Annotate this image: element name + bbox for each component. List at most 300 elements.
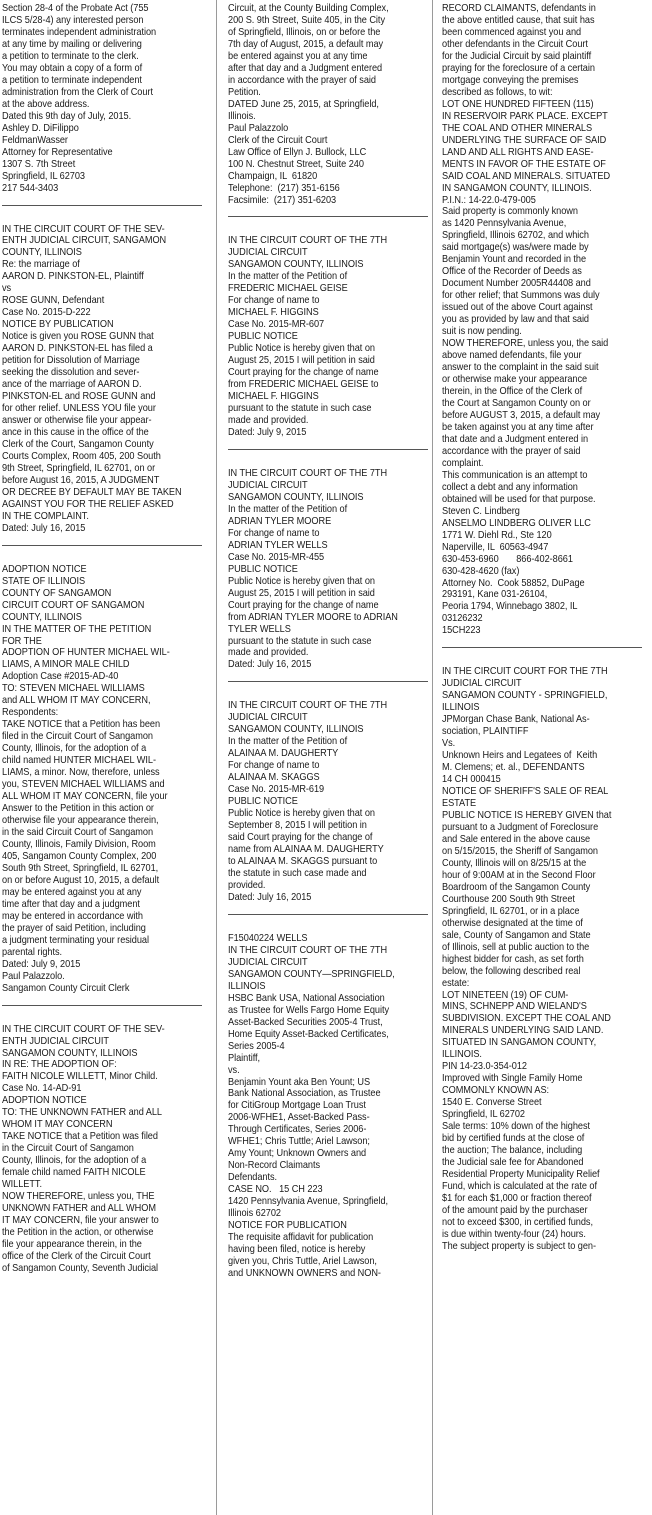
notice-text-line: County, Illinois, Family Division, Room [2,838,156,850]
notice-text-line: STATE OF ILLINOIS [2,575,86,587]
notice-text-line: ENTH JUDICIAL CIRCUIT [2,1035,109,1047]
column-3 [442,3,642,1508]
notice-text-line: RECORD CLAIMANTS, defendants in [442,3,596,14]
notice-text-line: MENTS IN FAVOR OF THE ESTATE OF [442,158,606,170]
notice-text-line: in the said Circuit Court of Sangamon [2,827,154,838]
notice-text-line: on 5/15/2015, the Sheriff of Sangamon [442,845,599,857]
notice-text-line: AARON D. PINKSTON-EL has filed a [2,343,153,355]
notice-text-line: of the amount paid by the purchaser [442,1204,588,1216]
notice-text-line: Court praying for the change of name [228,599,379,611]
legal-notice [2,224,202,535]
notice-text-line: as 1420 Pennsylvania Avenue, [442,218,567,230]
notice-text-line: PUBLIC NOTICE [228,563,298,575]
notice-text-line: AARON D. PINKSTON-EL, Plaintiff [2,271,144,283]
notice-text-line: accordance with the prayer of said [442,445,581,457]
notice-text-line: be entered against you at any time [228,50,368,62]
notice-text-line: given you, Chris Tuttle, Ariel Lawson, [228,1256,377,1268]
notice-text-line: Home Equity Asset-Backed Certificates, [228,1028,389,1040]
notice-text-line: NOTICE BY PUBLICATION [2,319,114,331]
notice-text-line: sale, County of Sangamon and State [442,929,591,941]
notice-text-line: PINKSTON-EL and ROSE GUNN and [2,391,156,403]
notice-text-line: Dated: July 9, 2015 [2,958,81,970]
notice-text-line: obtained will be used for that purpose. [442,493,596,505]
notice-text-line: made and provided. [228,415,309,426]
notice-text-line: petition for Dissolution of Marriage [2,355,140,367]
notice-text-line: The requisite affidavit for publication [228,1232,374,1244]
notice-text-line: Vs. [442,738,456,750]
notice-text-line: Non-Record Claimants [228,1160,321,1172]
notice-text-line: mortgage conveying the premises [442,74,579,86]
notice-text-line: SAID COAL AND MINERALS. SITUATED [442,170,611,182]
notice-text-line: sociation, PLAINTIFF [442,726,529,738]
notice-text-line: may be entered in accordance with [2,910,144,922]
notice-text-line: IN RE: THE ADOPTION OF: [2,1059,117,1071]
notice-text-line: 1540 E. Converse Street [442,1097,542,1109]
notice-text-line: provided. [228,879,266,891]
notice-text-line: 200 S. 9th Street, Suite 405, in the City [228,14,385,26]
notice-text-line: seeking the dissolution and sever- [2,367,140,379]
notice-text-line: JUDICIAL CIRCUIT [442,678,522,690]
notice-text-line: Springfield, IL 62702 [442,1109,525,1121]
notice-text-line: ADRIAN TYLER WELLS [228,539,328,551]
notice-text-line: the statute in such case made and [228,867,367,879]
notice-text-line: August 25, 2015 I will petition in said [228,355,375,367]
notice-text-line: Ashley D. DiFilippo [2,122,79,134]
notice-text-line: answer or otherwise file your appear- [2,415,152,426]
notice-text-line: you, STEVEN MICHAEL WILLIAMS and [2,779,165,791]
notice-text-line: that date and a Judgment entered in [442,433,589,445]
notice-text-line: August 25, 2015 I will petition in said [228,587,375,599]
notice-text-line: LIAMS, a minor. Now, therefore, unless [2,767,160,779]
notice-text-line: praying for the foreclosure of a certain [442,62,595,74]
notice-text-line: IN THE CIRCUIT COURT OF THE 7TH [228,467,388,479]
notice-text-line: For change of name to [228,760,320,772]
notice-text-line: a judgment terminating your residual [2,934,149,946]
notice-text-line: THE COAL AND OTHER MINERALS [442,122,593,134]
notice-separator [228,449,428,450]
notice-text-line: ALL WHOM IT MAY CONCERN, file your [2,791,168,803]
notice-text-line: otherwise designated at the time of [442,917,583,929]
notice-text-line: PUBLIC NOTICE [228,331,298,343]
notice-text-line: ILLINOIS [228,980,266,992]
notice-text-line: and UNKNOWN OWNERS and NON- [228,1268,381,1279]
notice-text-line: 1307 S. 7th Street [2,158,76,170]
legal-notice [2,564,202,995]
notice-text-line: IN THE CIRCUIT COURT OF THE SEV- [2,1023,165,1035]
notice-text-line: administration from the Clerk of Court [2,86,153,98]
notice-text-line: P.I.N.: 14-22.0-479-005 [442,194,536,206]
column-1 [2,3,202,1508]
notice-text-line: Petition. [228,86,261,98]
notice-text-line: SANGAMON COUNTY, ILLINOIS [228,724,364,736]
notice-text-line: at the above address. [2,98,90,110]
notice-text-line: For change of name to [228,295,320,307]
notice-text-line: IN THE COMPLAINT. [2,510,89,522]
notice-text-line: you as provided by law and that said [442,314,590,326]
legal-notice [228,235,428,438]
notice-text-line: COUNTY, ILLINOIS [2,611,82,623]
notice-text-line: Office of the Recorder of Deeds as [442,266,582,278]
notice-text-line: and Sale entered in the above cause [442,833,591,845]
notice-text-line: OR DECREE BY DEFAULT MAY BE TAKEN [2,486,182,498]
notice-text-line: of Sangamon County, Seventh Judicial [2,1262,159,1274]
notice-text-line: PUBLIC NOTICE [228,796,298,808]
notice-text-line: Naperville, IL 60563-4947 [442,541,549,553]
notice-text-line: Public Notice is hereby given that on [228,343,375,355]
notice-text-line: having been filed, notice is hereby [228,1244,366,1256]
notice-text-line: WILLETT. [2,1179,42,1191]
notice-text-line: described as follows, to wit: [442,86,553,98]
notice-separator [2,205,202,206]
notice-text-line: ILCS 5/28-4) any interested person [2,14,144,26]
notice-text-line: Case No. 2015-MR-619 [228,784,325,796]
notice-text-line: Attorney for Representative [2,146,113,158]
notice-text-line: below, the following described real [442,965,581,977]
notice-text-line: TYLER WELLS [228,623,291,635]
legal-notice [228,700,428,903]
notice-text-line: MINERALS UNDERLYING SAID LAND. [442,1025,604,1037]
notice-text-line: HSBC Bank USA, National Association [228,992,385,1004]
notice-text-line: Illinois 62702 [228,1208,282,1220]
notice-text-line: 630-453-6960 866-402-8661 [442,553,573,565]
notice-text-line: Springfield, IL 62701, or in a place [442,905,580,917]
notice-text-line: WHOM IT MAY CONCERN [2,1119,113,1131]
notice-text-line: Section 28-4 of the Probate Act (755 [2,3,149,14]
notice-text-line: Unknown Heirs and Legatees of Keith [442,750,598,762]
notice-text-line: Sangamon County Circuit Clerk [2,982,130,994]
notice-text-line: the Judicial sale fee for Abandoned [442,1157,584,1169]
notice-text-line: ADOPTION NOTICE [2,563,87,575]
notice-separator [442,647,642,648]
notice-text-line: terminates independent administration [2,26,157,38]
notice-text-line: Public Notice is hereby given that on [228,808,375,820]
notice-text-line: NOTICE FOR PUBLICATION [228,1220,347,1232]
column-2 [228,3,428,1508]
notice-text-line: Case No. 2015-D-222 [2,307,91,319]
notice-text-line: said Court praying for the change of [228,832,373,844]
notice-text-line: been commenced against you and [442,26,582,38]
legal-notice [228,468,428,671]
notice-text-line: TO: THE UNKNOWN FATHER and ALL [2,1107,162,1119]
notice-text-line: bid by certified funds at the close of [442,1133,585,1145]
notice-text-line: This communication is an attempt to [442,469,588,481]
notice-text-line: UNDERLYING THE SURFACE OF SAID [442,134,607,146]
notice-text-line: IN THE CIRCUIT COURT OF THE 7TH [228,944,388,956]
notice-text-line: The subject property is subject to gen- [442,1240,596,1252]
notice-text-line: Facsimile: (217) 351-6203 [228,194,337,206]
notice-text-line: before AUGUST 3, 2015, a default may [442,409,601,421]
notice-separator [2,1005,202,1006]
notice-text-line: ALAINAA M. SKAGGS [228,772,320,784]
legal-notice [228,3,428,206]
notice-text-line: of Illinois, sell at public auction to the [442,941,590,953]
notice-text-line: Plaintiff, [228,1052,261,1064]
notice-text-line: WFHE1; Chris Tuttle; Ariel Lawson; [228,1136,370,1148]
notice-text-line: 630-428-4620 (fax) [442,565,520,577]
notice-text-line: For change of name to [228,527,320,539]
notice-text-line: SANGAMON COUNTY—SPRINGFIELD, [228,968,395,980]
notice-text-line: 1771 W. Diehl Rd., Ste 120 [442,529,552,541]
notice-text-line: as Trustee for Wells Fargo Home Equity [228,1004,389,1016]
notice-text-line: FeldmanWasser [2,134,68,146]
notice-text-line: Telephone: (217) 351-6156 [228,182,340,194]
notice-text-line: ILLINOIS. [442,1049,482,1061]
notice-text-line: Dated: July 16, 2015 [2,522,86,534]
notice-text-line: Bank National Association, as Trustee [228,1088,381,1100]
notice-text-line: 03126232 [442,613,483,625]
notice-text-line: the above entitled cause, that suit has [442,14,595,26]
notice-text-line: Said property is commonly known [442,206,578,218]
notice-text-line: LAND AND ALL RIGHTS AND EASE- [442,146,594,158]
notice-text-line: Clerk of the Circuit Court [228,134,328,146]
notice-text-line: $1 for each $1,000 or fraction thereof [442,1192,592,1204]
notice-text-line: female child named FAITH NICOLE [2,1167,146,1179]
notice-text-line: MINS, SCHNEPP AND WIELAND'S [442,1001,587,1013]
notice-text-line: or otherwise make your appearance [442,374,588,386]
notice-text-line: and ALL WHOM IT MAY CONCERN, [2,695,151,707]
notice-text-line: ADOPTION NOTICE [2,1095,87,1107]
notice-text-line: Case No. 2015-MR-455 [228,551,325,563]
notice-text-line: In the matter of the Petition of [228,503,348,515]
notice-text-line: UNKNOWN FATHER and ALL WHOM [2,1203,156,1215]
notice-text-line: COUNTY, ILLINOIS [2,247,82,259]
notice-text-line: filed in the Circuit Court of Sangamon [2,731,153,743]
notice-text-line: highest bidder for cash, as set forth [442,953,584,965]
notice-text-line: complaint. [442,457,484,469]
notice-text-line: Springfield, IL 62703 [2,170,85,182]
notice-text-line: County, Illinois, for the adoption of a [2,743,147,755]
notice-text-line: IN THE CIRCUIT COURT OF THE SEV- [2,223,165,235]
notice-text-line: Re: the marriage of [2,259,80,271]
legal-notice [442,666,642,1252]
notice-text-line: the auction; The balance, including [442,1145,583,1157]
notice-text-line: JUDICIAL CIRCUIT [228,712,308,724]
notice-text-line: child named HUNTER MICHAEL WIL- [2,755,156,767]
notice-text-line: Illinois. [228,110,256,122]
notice-text-line: Courts Complex, Room 405, 200 South [2,450,161,462]
notice-text-line: JUDICIAL CIRCUIT [228,479,308,491]
notice-separator [228,681,428,682]
notice-text-line: Case No. 2015-MR-607 [228,319,325,331]
notice-text-line: PUBLIC NOTICE IS HEREBY GIVEN that [442,809,612,821]
notice-text-line: 7th day of August, 2015, a default may [228,38,384,50]
notice-text-line: AGAINST YOU FOR THE RELIEF ASKED [2,498,174,510]
notice-text-line: Public Notice is hereby given that on [228,575,375,587]
notice-text-line: name from ALAINAA M. DAUGHERTY [228,844,384,856]
notice-text-line: Amy Yount; Unknown Owners and [228,1148,367,1160]
notice-text-line: Benjamin Yount aka Ben Yount; US [228,1076,371,1088]
notice-text-line: TO: STEVEN MICHAEL WILLIAMS [2,683,145,695]
notice-text-line: Dated: July 16, 2015 [228,891,312,903]
notice-text-line: IT MAY CONCERN, file your answer to [2,1215,159,1227]
notice-separator [228,216,428,217]
notice-text-line: Respondents: [2,707,59,719]
notice-text-line: LIAMS, A MINOR MALE CHILD [2,659,130,671]
notice-text-line: JUDICIAL CIRCUIT [228,956,308,968]
notice-text-line: parental rights. [2,946,63,958]
notice-text-line: ESTATE [442,798,477,809]
notice-text-line: SANGAMON COUNTY - SPRINGFIELD, [442,690,608,702]
notice-text-line: ROSE GUNN, Defendant [2,295,105,307]
notice-text-line: JPMorgan Chase Bank, National As- [442,714,590,726]
notice-text-line: SUBDIVISION. EXCEPT THE COAL AND [442,1013,611,1025]
notice-text-line: FAITH NICOLE WILLETT, Minor Child. [2,1071,158,1083]
notice-text-line: the prayer of said Petition, including [2,922,146,934]
notice-text-line: CIRCUIT COURT OF SANGAMON [2,599,145,611]
notice-text-line: Defendants. [228,1172,278,1184]
notice-text-line: ADOPTION OF HUNTER MICHAEL WIL- [2,647,170,659]
notice-text-line: 1420 Pennsylvania Avenue, Springfield, [228,1196,389,1208]
notice-text-line: MICHAEL F. HIGGINS [228,391,319,403]
notice-text-line: Dated: July 9, 2015 [228,426,307,438]
notice-text-line: JUDICIAL CIRCUIT [228,247,308,259]
notice-text-line: above named defendants, file your [442,350,582,362]
notice-text-line: not to exceed $300, in certified funds, [442,1216,593,1228]
notice-text-line: IN SANGAMON COUNTY, ILLINOIS. [442,182,592,194]
notice-text-line: Court praying for the change of name [228,367,379,379]
notice-text-line: M. Clemens; et. al., DEFENDANTS [442,762,585,774]
notice-text-line: for other relief. UNLESS YOU file your [2,403,156,415]
notice-text-line: TAKE NOTICE that a Petition has been [2,719,161,731]
notice-text-line: In the matter of the Petition of [228,736,348,748]
notice-text-line: Courthouse 200 South 9th Street [442,893,575,905]
notice-text-line: ENTH JUDICIAL CIRCUIT, SANGAMON [2,235,167,247]
notice-text-line: County, Illinois, for the adoption of a [2,1155,147,1167]
notice-text-line: September 8, 2015 I will petition in [228,820,367,832]
notice-text-line: Sale terms: 10% down of the highest [442,1121,591,1133]
column-divider [216,0,217,1515]
notice-text-line: office of the Clerk of the Circuit Court [2,1250,151,1262]
notice-text-line: Case No. 14-AD-91 [2,1083,82,1095]
notice-text-line: SANGAMON COUNTY, ILLINOIS [228,491,364,503]
notice-text-line: before August 16, 2015, A JUDGMENT [2,474,160,486]
notice-text-line: is due within twenty-four (24) hours. [442,1228,586,1240]
notice-text-line: ILLINOIS [442,702,480,714]
notice-text-line: the Court at Sangamon County on or [442,397,591,409]
notice-text-line: Law Office of Ellyn J. Bullock, LLC [228,146,367,158]
notice-text-line: PIN 14-23.0-354-012 [442,1061,527,1073]
notice-text-line: said mortgage(s) was/were made by [442,242,589,254]
notice-text-line: suit is now pending. [442,326,522,338]
notice-text-line: SITUATED IN SANGAMON COUNTY, [442,1037,597,1049]
legal-notice [2,1024,202,1275]
notice-text-line: SANGAMON COUNTY, ILLINOIS [2,1047,138,1059]
notice-text-line: IN THE MATTER OF THE PETITION [2,623,152,635]
notice-text-line: Circuit, at the County Building Complex, [228,3,389,14]
notice-text-line: pursuant to a Judgment of Foreclosure [442,821,599,833]
notice-separator [228,914,428,915]
notice-text-line: Answer to the Petition in this action or [2,803,154,815]
legal-notice [228,933,428,1280]
notice-text-line: vs [2,283,12,295]
notice-text-line: in the Circuit Court of Sangamon [2,1143,134,1155]
notice-text-line: answer to the complaint in the said suit [442,362,599,374]
notice-text-line: In the matter of the Petition of [228,271,348,283]
notice-text-line: Paul Palazzolo [228,122,289,134]
notice-text-line: Residential Property Municipality Relief [442,1169,600,1181]
notice-text-line: Paul Palazzolo. [2,970,65,982]
notice-text-line: NOW THEREFORE, unless you, THE [2,1191,155,1203]
notice-text-line: SANGAMON COUNTY, ILLINOIS [228,259,364,271]
column-divider [432,0,433,1515]
notice-text-line: Dated: July 16, 2015 [228,659,312,671]
legal-notice [2,3,202,195]
notice-text-line: estate: [442,977,470,989]
notice-text-line: 217 544-3403 [2,182,59,194]
notice-text-line: 405, Sangamon County Complex, 200 [2,850,157,862]
notice-text-line: therein, in the Office of the Clerk of [442,386,583,397]
notice-text-line: a petition to terminate to the clerk. [2,50,139,62]
notice-text-line: of Springfield, Illinois, on or before the [228,26,381,38]
notice-text-line: DATED June 25, 2015, at Springfield, [228,98,379,110]
notice-text-line: a petition to terminate independent [2,74,142,86]
notice-text-line: for CitiGroup Mortgage Loan Trust [228,1100,366,1112]
notice-text-line: 2006-WFHE1, Asset-Backed Pass- [228,1112,370,1124]
notice-text-line: Adoption Case #2015-AD-40 [2,671,119,683]
notice-text-line: Clerk of the Court, Sangamon County [2,438,154,450]
notice-text-line: Asset-Backed Securities 2005-4 Trust, [228,1016,383,1028]
notice-text-line: issued out of the above Court against [442,302,593,314]
notice-text-line: Dated this 9th day of July, 2015. [2,110,132,122]
notice-text-line: Attorney No. Cook 58852, DuPage [442,577,585,589]
notice-text-line: TAKE NOTICE that a Petition was filed [2,1131,158,1143]
notice-text-line: South 9th Street, Springfield, IL 62701, [2,862,159,874]
notice-text-line: You may obtain a copy of a form of [2,62,143,74]
notice-text-line: Series 2005-4 [228,1040,285,1052]
notice-text-line: 14 CH 000415 [442,774,501,786]
notice-text-line: Boardroom of the Sangamon County [442,881,591,893]
notice-text-line: 100 N. Chestnut Street, Suite 240 [228,158,364,170]
notice-text-line: file your appearance therein, in the [2,1239,142,1250]
notice-text-line: to ALAINAA M. SKAGGS pursuant to [228,856,378,867]
notice-text-line: time after that day and a judgment [2,898,140,910]
notice-text-line: at any time by mailing or delivering [2,38,142,50]
notice-text-line: otherwise file your appearance therein, [2,815,159,827]
notice-text-line: ADRIAN TYLER MOORE [228,515,332,527]
notice-text-line: ANSELMO LINDBERG OLIVER LLC [442,517,591,529]
notice-text-line: IN THE CIRCUIT COURT FOR THE 7TH [442,666,608,678]
notice-text-line: pursuant to the statute in such case [228,635,372,647]
notice-text-line: Peoria 1794, Winnebago 3802, IL [442,601,578,613]
notice-text-line: ALAINAA M. DAUGHERTY [228,748,339,760]
notice-text-line: 9th Street, Springfield, IL 62701, on or [2,462,156,474]
notice-text-line: MICHAEL F. HIGGINS [228,307,319,319]
notice-text-line: FREDERIC MICHAEL GEISE [228,283,348,295]
notice-text-line: Benjamin Yount and recorded in the [442,254,587,266]
notice-text-line: LOT NINETEEN (19) OF CUM- [442,989,569,1001]
notice-text-line: Springfield, Illinois 62702, and which [442,230,589,242]
notice-text-line: the Petition in the action, or otherwise [2,1227,154,1239]
notice-text-line: from FREDERIC MICHAEL GEISE to [228,379,379,391]
notice-text-line: hour of 9:00AM at in the Second Floor [442,869,596,881]
legal-notice [442,3,642,637]
notice-text-line: Through Certificates, Series 2006- [228,1124,367,1136]
notice-text-line: Improved with Single Family Home [442,1073,583,1085]
notice-text-line: FOR THE [2,635,42,647]
notice-text-line: Document Number 2005R44408 and [442,278,591,290]
notice-text-line: be taken against you at any time after [442,421,594,433]
notice-text-line: ance of the marriage of AARON D. [2,379,142,391]
notice-text-line: COUNTY OF SANGAMON [2,587,112,599]
notice-text-line: for the Judicial Circuit by said plaintiff [442,50,592,62]
notice-text-line: ance in this cause in the office of the [2,426,149,438]
notice-text-line: Fund, which is calculated at the rate of [442,1181,597,1192]
notice-text-line: vs. [228,1064,240,1076]
notice-text-line: F15040224 WELLS [228,932,308,944]
notice-text-line: made and provided. [228,647,309,659]
notice-separator [2,545,202,546]
notice-text-line: LOT ONE HUNDRED FIFTEEN (115) [442,98,594,110]
